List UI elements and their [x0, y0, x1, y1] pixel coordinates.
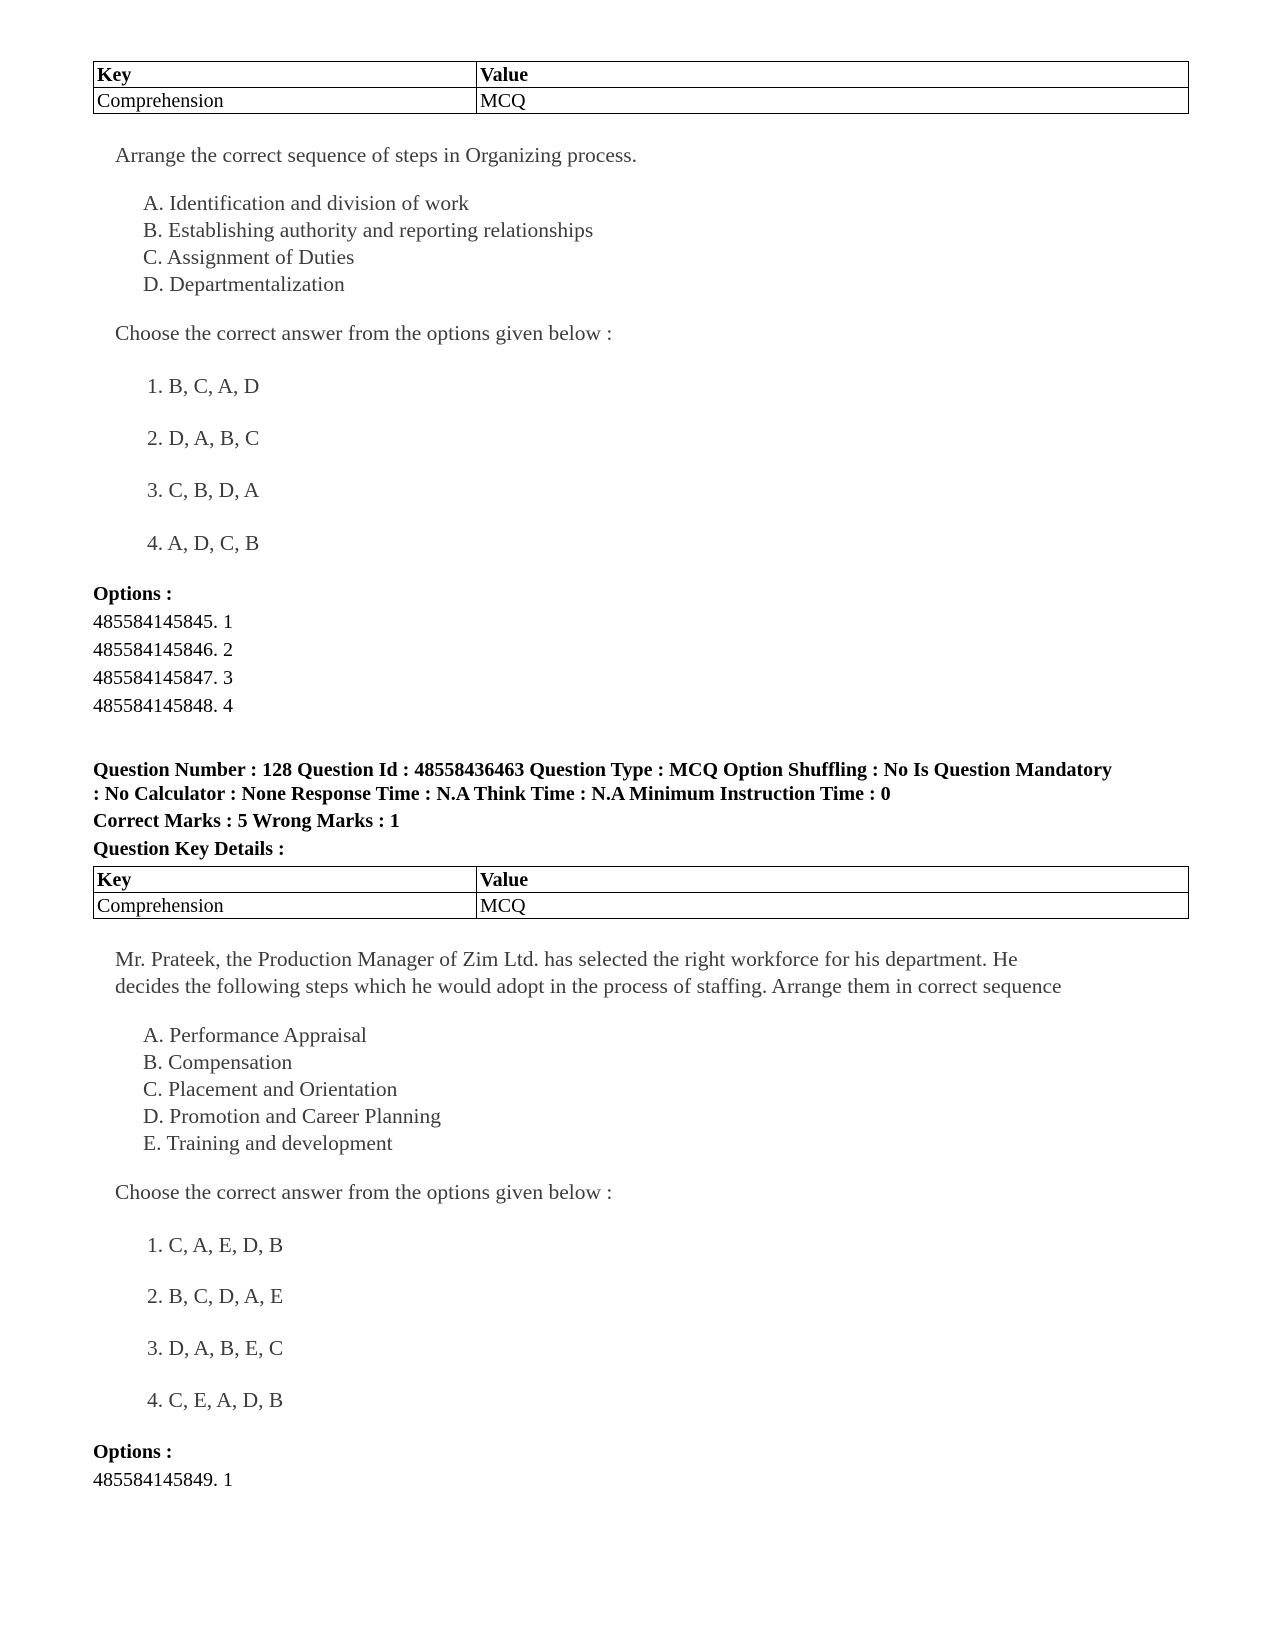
question-key-table	[93, 866, 1189, 919]
table-header-value: Value	[477, 867, 1189, 893]
list-item: B. Establishing authority and reporting relationships	[143, 218, 594, 242]
list-item: E. Training and development	[143, 1131, 393, 1155]
answer-choice: 3. C, B, D, A	[147, 478, 260, 502]
question-meta-line: : No Calculator : None Response Time : N.A Think Time : N.A Minimum Instruction Time : 0	[93, 783, 891, 805]
answer-choice: 2. B, C, D, A, E	[147, 1284, 284, 1308]
table-header-row	[94, 62, 1189, 88]
answer-choice: 1. C, A, E, D, B	[147, 1233, 284, 1257]
table-cell-key: Comprehension	[94, 88, 477, 114]
option-item: 485584145846. 2	[93, 639, 233, 661]
marks-line: Correct Marks : 5 Wrong Marks : 1	[93, 810, 400, 832]
table-cell-value: MCQ	[477, 88, 1189, 114]
question-meta-line: Question Number : 128 Question Id : 48558436463 Question Type : MCQ Option Shuffling : No Is Question Mandatory	[93, 759, 1112, 781]
option-item: 485584145845. 1	[93, 611, 233, 633]
table-row	[94, 893, 1189, 919]
choose-instruction: Choose the correct answer from the options given below :	[115, 321, 613, 345]
option-item: 485584145849. 1	[93, 1469, 233, 1491]
table-header-key: Key	[94, 62, 477, 88]
list-item: A. Performance Appraisal	[143, 1023, 367, 1047]
choose-instruction: Choose the correct answer from the options given below :	[115, 1180, 613, 1204]
question-key-table	[93, 61, 1189, 114]
table-header-key: Key	[94, 867, 477, 893]
table-row	[94, 88, 1189, 114]
options-label: Options :	[93, 583, 173, 605]
answer-choice: 4. A, D, C, B	[147, 531, 260, 555]
list-item: D. Promotion and Career Planning	[143, 1104, 441, 1128]
list-item: C. Placement and Orientation	[143, 1077, 398, 1101]
question-meta	[93, 758, 1193, 806]
answer-choice: 1. B, C, A, D	[147, 374, 260, 398]
list-item: D. Departmentalization	[143, 272, 345, 296]
table-cell-key: Comprehension	[94, 893, 477, 919]
question-stem: Arrange the correct sequence of steps in Organizing process.	[115, 143, 637, 167]
question-stem: decides the following steps which he would adopt in the process of staffing. Arrange them in correct sequence	[115, 974, 1062, 998]
answer-choice: 2. D, A, B, C	[147, 426, 260, 450]
option-item: 485584145847. 3	[93, 667, 233, 689]
list-item: A. Identification and division of work	[143, 191, 470, 215]
options-label: Options :	[93, 1441, 173, 1463]
key-details-heading: Question Key Details :	[93, 838, 285, 860]
question-stem: Mr. Prateek, the Production Manager of Zim Ltd. has selected the right workforce for his department. He	[115, 947, 1018, 971]
option-item: 485584145848. 4	[93, 695, 233, 717]
answer-choice: 3. D, A, B, E, C	[147, 1336, 284, 1360]
table-header-row	[94, 867, 1189, 893]
answer-choice: 4. C, E, A, D, B	[147, 1388, 284, 1412]
table-header-value: Value	[477, 62, 1189, 88]
list-item: B. Compensation	[143, 1050, 293, 1074]
table-cell-value: MCQ	[477, 893, 1189, 919]
list-item: C. Assignment of Duties	[143, 245, 355, 269]
